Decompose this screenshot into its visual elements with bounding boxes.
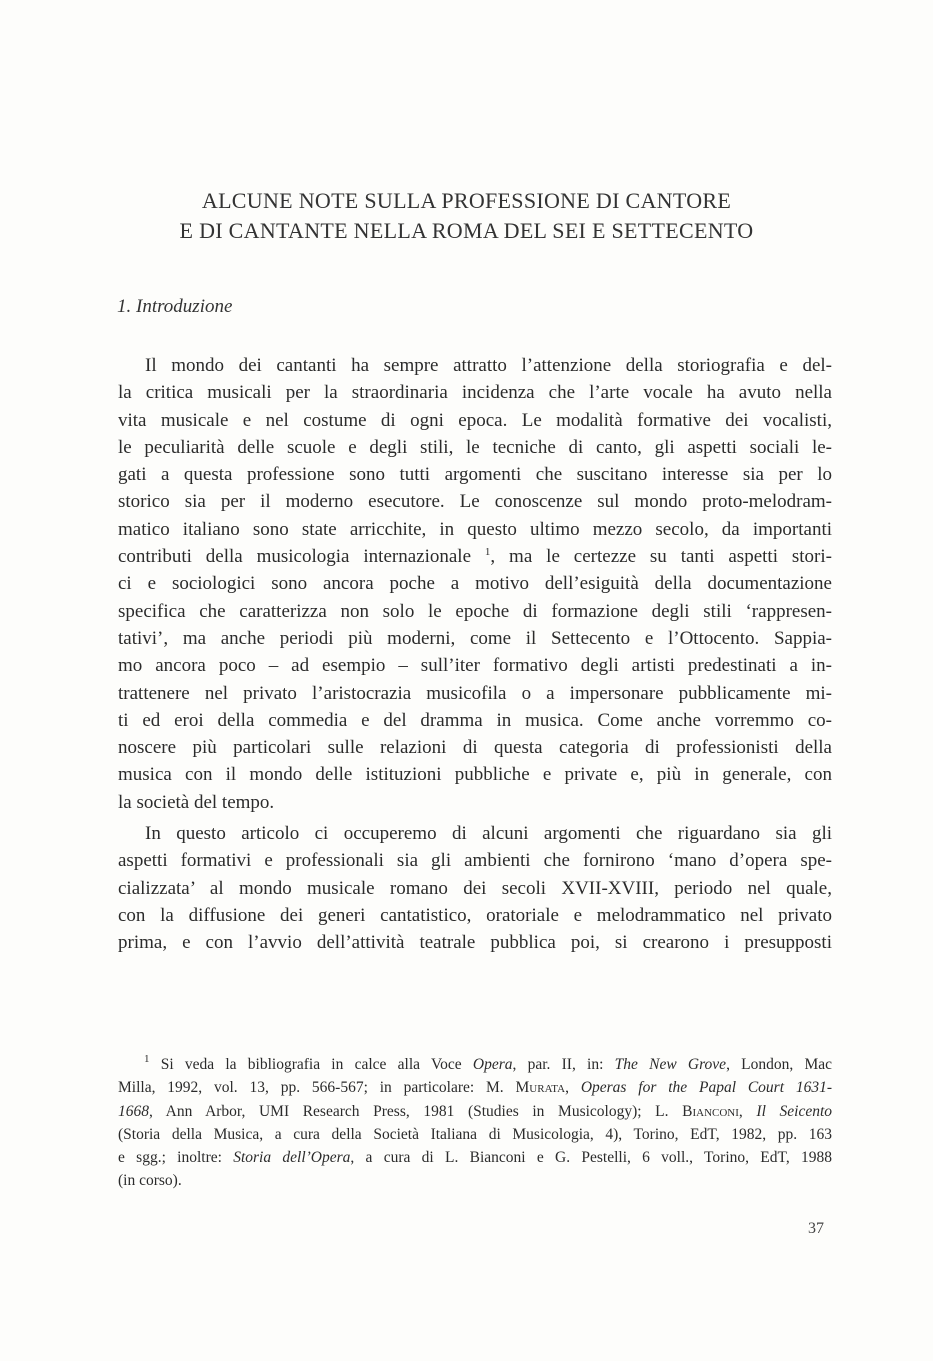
text-line: aspetti formativi e professionali sia gli ambienti che fornirono ‘mano d’opera spe- bbox=[118, 850, 832, 872]
author-name: Murata bbox=[515, 1079, 566, 1097]
text-line: trattenere nel privato l’aristocrazia musicofila o a impersonare pubblicamente mi- bbox=[118, 682, 832, 704]
text-span: Milla, 1992, vol. 13, pp. 566-567; in particolare: M. bbox=[118, 1079, 516, 1097]
paragraph-2 bbox=[118, 820, 832, 956]
text-line: noscere più particolari sulle relazioni di questa categoria di professionisti della bbox=[118, 737, 832, 759]
footnote-line: (in corso). bbox=[118, 1172, 182, 1190]
text-line: specifica che caratterizza non solo le epoche di formazione degli stili ‘rappresen- bbox=[118, 600, 832, 622]
text-line: ci e sociologici sono ancora poche a motivo dell’esiguità della documentazione bbox=[118, 573, 832, 595]
section-heading: 1. Introduzione bbox=[117, 296, 233, 317]
body-text bbox=[118, 352, 832, 957]
text-span: Si veda la bibliografia in calce alla Voce bbox=[160, 1056, 473, 1073]
text-line: musica con il mondo delle istituzioni pubbliche e private e, più in generale, con bbox=[118, 764, 832, 786]
text-span: , bbox=[738, 1102, 757, 1120]
footnote-number: 1 bbox=[144, 1053, 150, 1065]
text-span: e sgg.; inoltre: bbox=[118, 1149, 234, 1167]
article-title bbox=[0, 186, 933, 246]
footnote-line bbox=[118, 1053, 832, 1076]
text-line: cializzata’ al mondo musicale romano dei secoli XVII-XVIII, periodo nel quale, bbox=[118, 877, 832, 899]
footnote-reference[interactable]: 1 bbox=[484, 546, 491, 559]
text-span: Il Seicento bbox=[756, 1102, 832, 1120]
text-line: tativi’, ma anche periodi più moderni, come il Settecento e l’Ottocento. Sappia- bbox=[118, 627, 832, 649]
text-line: mo ancora poco – ad esempio – sull’iter formativo degli artisti predestinati a in- bbox=[118, 655, 832, 677]
text-line: prima, e con l’avvio dell’attività teatrale pubblica poi, si crearono i presupposti bbox=[118, 932, 832, 954]
text-line: la critica musicali per la straordinaria incidenza che l’arte vocale ha avuto nella bbox=[118, 382, 832, 404]
text-line: vita musicale e nel costume di ogni epoca. Le modalità formative dei vocalisti, bbox=[118, 409, 832, 431]
page-number: 37 bbox=[808, 1220, 824, 1237]
text-line: ti ed eroi della commedia e del dramma in musica. Come anche vorremmo co- bbox=[118, 709, 832, 731]
text-span: , par. II, in: bbox=[512, 1056, 615, 1073]
paragraph-1 bbox=[118, 352, 832, 816]
text-span: Opera bbox=[472, 1056, 513, 1073]
text-line: storico sia per il moderno esecutore. Le conoscenze sul mondo proto-melodram- bbox=[118, 491, 832, 513]
title-line-2: E DI CANTANTE NELLA ROMA DEL SEI E SETTECENTO bbox=[179, 218, 754, 243]
text-span: Operas for the Papal Court 1631- bbox=[580, 1079, 832, 1097]
text-line: matico italiano sono state arricchite, in questo ultimo mezzo secolo, da importanti bbox=[118, 518, 832, 540]
text-line: con la diffusione dei generi cantatistico, oratoriale e melodrammatico nel privato bbox=[118, 904, 832, 926]
footnotes bbox=[118, 1053, 832, 1193]
footnote-line bbox=[118, 1146, 832, 1169]
text-span: , ma le certezze su tanti aspetti stori- bbox=[490, 546, 832, 568]
text-line: gati a questa professione sono tutti argomenti che suscitano interesse sia per lo bbox=[118, 464, 832, 486]
title-line-1: ALCUNE NOTE SULLA PROFESSIONE DI CANTORE bbox=[201, 188, 732, 213]
text-line bbox=[118, 543, 832, 570]
footnote-line: (Storia della Musica, a cura della Società Italiana di Musicologia, 4), Torino, EdT, 1982, pp. 163 bbox=[118, 1125, 832, 1143]
text-span: contributi della musicologia internazionale bbox=[118, 546, 471, 568]
author-name: Bianconi bbox=[682, 1102, 739, 1120]
text-span: , a cura di L. Bianconi e G. Pestelli, 6 voll., Torino, EdT, 1988 bbox=[350, 1149, 832, 1167]
footnote-line bbox=[118, 1076, 832, 1099]
text-span: , London, Mac bbox=[726, 1056, 832, 1073]
text-line: la società del tempo. bbox=[118, 791, 275, 813]
text-span: , bbox=[565, 1079, 581, 1097]
text-span: , Ann Arbor, UMI Research Press, 1981 (Studies in Musicology); L. bbox=[149, 1102, 683, 1120]
text-span: Storia dell’Opera bbox=[233, 1149, 351, 1167]
text-span: 1668 bbox=[118, 1102, 149, 1120]
text-line: Il mondo dei cantanti ha sempre attratto l’attenzione della storiografia e del- bbox=[145, 355, 832, 376]
footnote-line bbox=[118, 1100, 832, 1123]
text-line: In questo articolo ci occuperemo di alcuni argomenti che riguardano sia gli bbox=[145, 823, 832, 845]
text-line: le peculiarità delle scuole e degli stili, le tecniche di canto, gli aspetti sociali le- bbox=[118, 436, 832, 458]
text-span: The New Grove bbox=[614, 1056, 727, 1073]
